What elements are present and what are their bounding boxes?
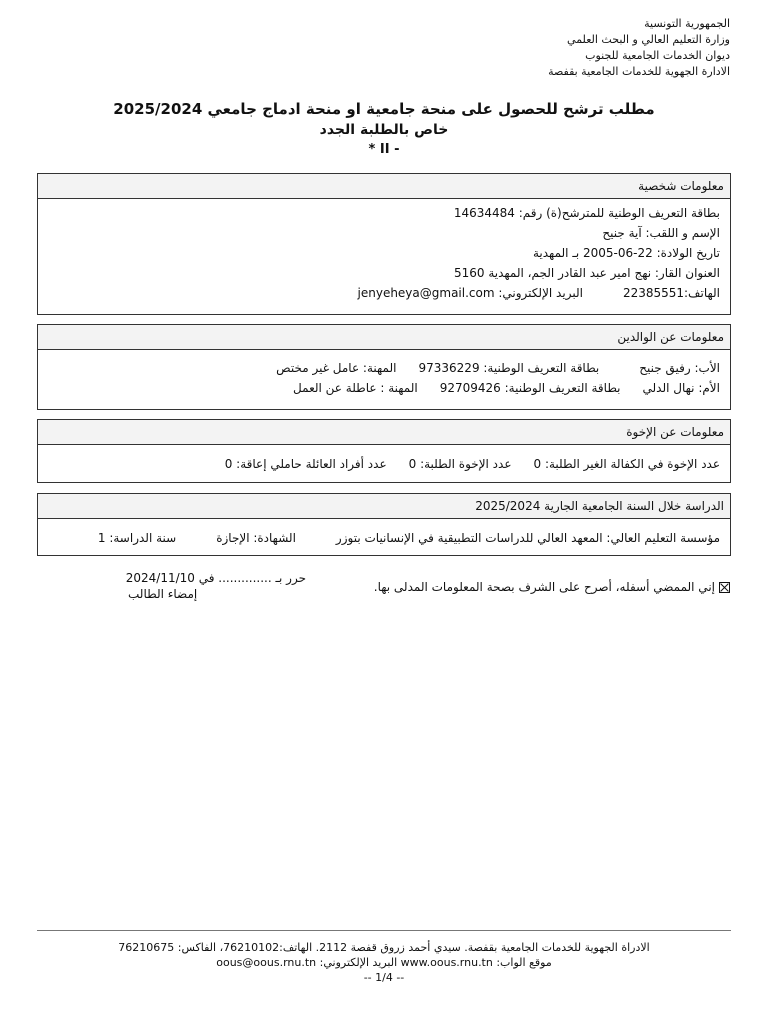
page-number: -- 1/4 -- xyxy=(363,971,405,984)
section-heading: الدراسة خلال السنة الجامعية الجارية 2025/2024 xyxy=(38,494,730,519)
footer-address: الادراة الجهوية للخدمات الجامعية بقفصة. سيدي أحمد زروق قفصة 2112. الهاتف:76210102، الفاكس: 76210675 xyxy=(118,941,650,954)
letterhead-line: ديوان الخدمات الجامعية للجنوب xyxy=(585,49,730,62)
section-heading: معلومات شخصية xyxy=(38,174,730,199)
father-id: بطاقة التعريف الوطنية: 97336229 xyxy=(418,361,600,375)
father-job: المهنة: عامل غير مختص xyxy=(276,361,397,375)
non-student-siblings: عدد الإخوة في الكفالة الغير الطلبة: 0 xyxy=(533,457,720,471)
signature-block xyxy=(86,570,306,602)
mother-name: الأم: نهال الدلي xyxy=(642,381,720,395)
signature-label: إمضاء الطالب xyxy=(128,587,198,601)
disabled-family-members: عدد أفراد العائلة حاملي إعاقة: 0 xyxy=(224,457,387,471)
mother-job: المهنة : عاطلة عن العمل xyxy=(293,381,418,395)
declaration xyxy=(374,578,730,596)
footer xyxy=(0,940,768,985)
letterhead-line: الادارة الجهوية للخدمات الجامعية بقفصة xyxy=(548,65,730,78)
title-main: مطلب ترشح للحصول على منحة جامعية او منحة ادماج جامعي 2025/2024 xyxy=(113,100,655,118)
footer-divider xyxy=(37,930,731,931)
study-year: سنة الدراسة: 1 xyxy=(97,531,177,545)
section-heading: معلومات عن الوالدين xyxy=(38,325,730,350)
declaration-text: إني الممضي أسفله، أصرح على الشرف بصحة المعلومات المدلى بها. xyxy=(373,580,715,594)
address: العنوان القار: نهج امير عبد القادر الجم، المهدية 5160 xyxy=(453,266,720,280)
student-siblings: عدد الإخوة الطلبة: 0 xyxy=(408,457,512,471)
phone-number: الهاتف:22385551 xyxy=(622,286,720,300)
personal-info-section xyxy=(37,173,731,315)
letterhead xyxy=(310,16,730,80)
letterhead-line: وزارة التعليم العالي و البحث العلمي xyxy=(567,33,730,46)
footer-web: موقع الواب: www.oous.rnu.tn البريد الإلكتروني: oous@oous.rnu.tn xyxy=(216,956,552,969)
degree: الشهادة: الإجازة xyxy=(216,531,296,545)
mother-id: بطاقة التعريف الوطنية: 92709426 xyxy=(439,381,621,395)
letterhead-line: الجمهورية التونسية xyxy=(644,17,730,30)
institution: مؤسسة التعليم العالي: المعهد العالي للدراسات التطبيقية في الإنسانيات بتوزر xyxy=(335,531,720,545)
signature-date-line: حرر بـ .............. في 2024/11/10 xyxy=(125,571,306,585)
parents-info-section xyxy=(37,324,731,410)
title-subtitle: خاص بالطلبة الجدد xyxy=(319,122,449,138)
title-part: - II * xyxy=(368,142,400,157)
declaration-checkbox[interactable] xyxy=(719,582,730,593)
full-name: الإسم و اللقب: آية جنيح xyxy=(602,226,720,240)
email-address: البريد الإلكتروني: jenyeheya@gmail.com xyxy=(357,286,583,300)
father-name: الأب: رفيق جنيح xyxy=(639,361,720,375)
birth-info: تاريخ الولادة: 22-06-2005 بـ المهدية xyxy=(532,246,720,260)
siblings-info-section xyxy=(37,419,731,483)
id-card-number: بطاقة التعريف الوطنية للمترشح(ة) رقم: 14634484 xyxy=(453,206,720,220)
study-info-section xyxy=(37,493,731,556)
section-heading: معلومات عن الإخوة xyxy=(38,420,730,445)
document-title xyxy=(0,98,768,160)
